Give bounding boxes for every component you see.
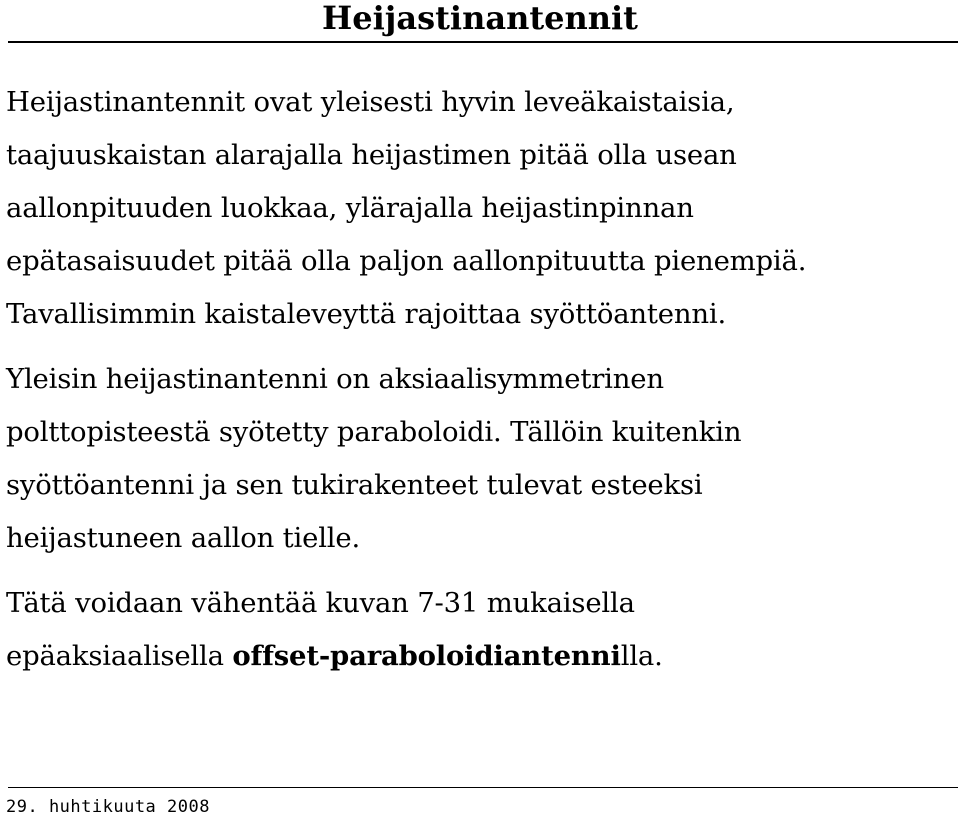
text-line: taajuuskaistan alarajalla heijastimen pitää olla usean: [6, 139, 737, 171]
text-prefix: epäaksiaalisella: [6, 640, 233, 672]
text-line: heijastuneen aallon tielle.: [6, 522, 361, 554]
text-line: aallonpituuden luokkaa, ylärajalla heijastinpinnan: [6, 192, 694, 224]
footer-divider: [8, 787, 958, 788]
paragraph-bandwidth: [6, 76, 956, 341]
page-title: Heijastinantennit: [322, 0, 638, 37]
text-line: epätasaisuudet pitää olla paljon aallonpituutta pienempiä.: [6, 245, 807, 277]
text-line: syöttöantenni ja sen tukirakenteet tulevat esteeksi: [6, 469, 703, 501]
text-suffix: lla.: [620, 640, 663, 672]
slide-body: [6, 76, 956, 695]
footer-date: 29. huhtikuuta 2008: [6, 797, 210, 817]
emphasized-term: offset-paraboloidiantenni: [232, 640, 621, 672]
text-line: Tätä voidaan vähentää kuvan 7-31 mukaisella: [6, 587, 635, 619]
header-divider: [8, 41, 958, 43]
text-line: Tavallisimmin kaistaleveyttä rajoittaa syöttöantenni.: [6, 298, 727, 330]
text-line: polttopisteestä syötetty paraboloidi. Tällöin kuitenkin: [6, 416, 742, 448]
text-line: [6, 630, 956, 683]
paragraph-offset: [6, 577, 956, 683]
text-line: Heijastinantennit ovat yleisesti hyvin leveäkaistaisia,: [6, 86, 735, 118]
text-line: Yleisin heijastinantenni on aksiaalisymmetrinen: [6, 363, 664, 395]
paragraph-axisymmetric: [6, 353, 956, 565]
